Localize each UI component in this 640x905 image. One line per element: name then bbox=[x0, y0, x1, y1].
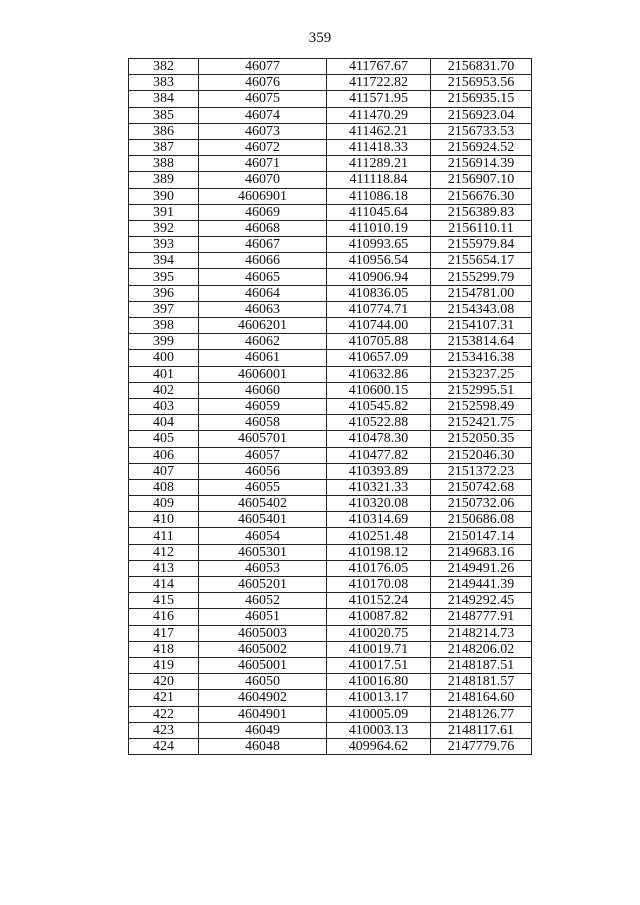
y-coordinate-cell: 2154107.31 bbox=[431, 318, 532, 334]
y-coordinate-cell: 2149491.26 bbox=[431, 560, 532, 576]
table-row bbox=[129, 463, 532, 479]
row-number-cell: 402 bbox=[129, 382, 199, 398]
x-coordinate-cell: 410321.33 bbox=[327, 479, 431, 495]
x-coordinate-cell: 410774.71 bbox=[327, 301, 431, 317]
x-coordinate-cell: 410003.13 bbox=[327, 722, 431, 738]
x-coordinate-cell: 411767.67 bbox=[327, 59, 431, 75]
row-number-cell: 391 bbox=[129, 204, 199, 220]
x-coordinate-cell: 410744.00 bbox=[327, 318, 431, 334]
y-coordinate-cell: 2148164.60 bbox=[431, 690, 532, 706]
x-coordinate-cell: 411010.19 bbox=[327, 220, 431, 236]
x-coordinate-cell: 410314.69 bbox=[327, 512, 431, 528]
table-row bbox=[129, 593, 532, 609]
point-id-cell: 4605003 bbox=[199, 625, 327, 641]
point-id-cell: 4605701 bbox=[199, 431, 327, 447]
coordinates-table bbox=[128, 58, 532, 755]
point-id-cell: 4605301 bbox=[199, 544, 327, 560]
table-row bbox=[129, 75, 532, 91]
x-coordinate-cell: 411086.18 bbox=[327, 188, 431, 204]
x-coordinate-cell: 410019.71 bbox=[327, 641, 431, 657]
point-id-cell: 46059 bbox=[199, 398, 327, 414]
row-number-cell: 419 bbox=[129, 657, 199, 673]
point-id-cell: 46063 bbox=[199, 301, 327, 317]
row-number-cell: 421 bbox=[129, 690, 199, 706]
table-row bbox=[129, 285, 532, 301]
table-row bbox=[129, 560, 532, 576]
x-coordinate-cell: 410198.12 bbox=[327, 544, 431, 560]
x-coordinate-cell: 410170.08 bbox=[327, 577, 431, 593]
point-id-cell: 46051 bbox=[199, 609, 327, 625]
table-row bbox=[129, 722, 532, 738]
point-id-cell: 46061 bbox=[199, 350, 327, 366]
table-row bbox=[129, 544, 532, 560]
row-number-cell: 388 bbox=[129, 156, 199, 172]
point-id-cell: 46064 bbox=[199, 285, 327, 301]
point-id-cell: 46070 bbox=[199, 172, 327, 188]
row-number-cell: 396 bbox=[129, 285, 199, 301]
y-coordinate-cell: 2152046.30 bbox=[431, 447, 532, 463]
y-coordinate-cell: 2148206.02 bbox=[431, 641, 532, 657]
point-id-cell: 46077 bbox=[199, 59, 327, 75]
table-row bbox=[129, 91, 532, 107]
y-coordinate-cell: 2156110.11 bbox=[431, 220, 532, 236]
row-number-cell: 415 bbox=[129, 593, 199, 609]
point-id-cell: 46062 bbox=[199, 334, 327, 350]
table-row bbox=[129, 301, 532, 317]
point-id-cell: 46066 bbox=[199, 253, 327, 269]
x-coordinate-cell: 410906.94 bbox=[327, 269, 431, 285]
table-row bbox=[129, 188, 532, 204]
row-number-cell: 416 bbox=[129, 609, 199, 625]
table-row bbox=[129, 237, 532, 253]
y-coordinate-cell: 2155654.17 bbox=[431, 253, 532, 269]
table-row bbox=[129, 107, 532, 123]
point-id-cell: 46071 bbox=[199, 156, 327, 172]
x-coordinate-cell: 410013.17 bbox=[327, 690, 431, 706]
y-coordinate-cell: 2153814.64 bbox=[431, 334, 532, 350]
y-coordinate-cell: 2156676.30 bbox=[431, 188, 532, 204]
table-row bbox=[129, 398, 532, 414]
x-coordinate-cell: 411462.21 bbox=[327, 123, 431, 139]
y-coordinate-cell: 2148181.57 bbox=[431, 674, 532, 690]
y-coordinate-cell: 2150742.68 bbox=[431, 479, 532, 495]
x-coordinate-cell: 410632.86 bbox=[327, 366, 431, 382]
table-row bbox=[129, 123, 532, 139]
table-row bbox=[129, 609, 532, 625]
table-row bbox=[129, 59, 532, 75]
row-number-cell: 403 bbox=[129, 398, 199, 414]
point-id-cell: 46072 bbox=[199, 139, 327, 155]
table-row bbox=[129, 512, 532, 528]
table-row bbox=[129, 382, 532, 398]
point-id-cell: 46053 bbox=[199, 560, 327, 576]
y-coordinate-cell: 2155299.79 bbox=[431, 269, 532, 285]
row-number-cell: 412 bbox=[129, 544, 199, 560]
y-coordinate-cell: 2156923.04 bbox=[431, 107, 532, 123]
y-coordinate-cell: 2152995.51 bbox=[431, 382, 532, 398]
point-id-cell: 4605201 bbox=[199, 577, 327, 593]
table-row bbox=[129, 625, 532, 641]
point-id-cell: 4606901 bbox=[199, 188, 327, 204]
x-coordinate-cell: 410477.82 bbox=[327, 447, 431, 463]
row-number-cell: 399 bbox=[129, 334, 199, 350]
row-number-cell: 417 bbox=[129, 625, 199, 641]
row-number-cell: 385 bbox=[129, 107, 199, 123]
y-coordinate-cell: 2149292.45 bbox=[431, 593, 532, 609]
point-id-cell: 46055 bbox=[199, 479, 327, 495]
point-id-cell: 46050 bbox=[199, 674, 327, 690]
table-row bbox=[129, 334, 532, 350]
y-coordinate-cell: 2156914.39 bbox=[431, 156, 532, 172]
row-number-cell: 405 bbox=[129, 431, 199, 447]
y-coordinate-cell: 2156907.10 bbox=[431, 172, 532, 188]
coordinates-table-body bbox=[129, 59, 532, 755]
y-coordinate-cell: 2152050.35 bbox=[431, 431, 532, 447]
table-row bbox=[129, 156, 532, 172]
row-number-cell: 389 bbox=[129, 172, 199, 188]
table-row bbox=[129, 690, 532, 706]
y-coordinate-cell: 2156389.83 bbox=[431, 204, 532, 220]
table-row bbox=[129, 253, 532, 269]
x-coordinate-cell: 411470.29 bbox=[327, 107, 431, 123]
x-coordinate-cell: 411289.21 bbox=[327, 156, 431, 172]
y-coordinate-cell: 2147779.76 bbox=[431, 738, 532, 754]
x-coordinate-cell: 410478.30 bbox=[327, 431, 431, 447]
point-id-cell: 4605002 bbox=[199, 641, 327, 657]
x-coordinate-cell: 410251.48 bbox=[327, 528, 431, 544]
row-number-cell: 409 bbox=[129, 496, 199, 512]
x-coordinate-cell: 410020.75 bbox=[327, 625, 431, 641]
point-id-cell: 46052 bbox=[199, 593, 327, 609]
x-coordinate-cell: 410522.88 bbox=[327, 415, 431, 431]
point-id-cell: 4606001 bbox=[199, 366, 327, 382]
point-id-cell: 46067 bbox=[199, 237, 327, 253]
table-row bbox=[129, 641, 532, 657]
row-number-cell: 404 bbox=[129, 415, 199, 431]
table-row bbox=[129, 657, 532, 673]
x-coordinate-cell: 411045.64 bbox=[327, 204, 431, 220]
y-coordinate-cell: 2155979.84 bbox=[431, 237, 532, 253]
row-number-cell: 382 bbox=[129, 59, 199, 75]
row-number-cell: 411 bbox=[129, 528, 199, 544]
point-id-cell: 4604902 bbox=[199, 690, 327, 706]
y-coordinate-cell: 2156733.53 bbox=[431, 123, 532, 139]
point-id-cell: 46058 bbox=[199, 415, 327, 431]
point-id-cell: 4605401 bbox=[199, 512, 327, 528]
y-coordinate-cell: 2148214.73 bbox=[431, 625, 532, 641]
point-id-cell: 46054 bbox=[199, 528, 327, 544]
x-coordinate-cell: 410600.15 bbox=[327, 382, 431, 398]
x-coordinate-cell: 410152.24 bbox=[327, 593, 431, 609]
x-coordinate-cell: 411571.95 bbox=[327, 91, 431, 107]
y-coordinate-cell: 2150686.08 bbox=[431, 512, 532, 528]
row-number-cell: 386 bbox=[129, 123, 199, 139]
page-number: 359 bbox=[308, 30, 332, 46]
row-number-cell: 407 bbox=[129, 463, 199, 479]
x-coordinate-cell: 410705.88 bbox=[327, 334, 431, 350]
point-id-cell: 4605402 bbox=[199, 496, 327, 512]
point-id-cell: 46076 bbox=[199, 75, 327, 91]
y-coordinate-cell: 2148777.91 bbox=[431, 609, 532, 625]
x-coordinate-cell: 409964.62 bbox=[327, 738, 431, 754]
row-number-cell: 406 bbox=[129, 447, 199, 463]
point-id-cell: 46048 bbox=[199, 738, 327, 754]
row-number-cell: 383 bbox=[129, 75, 199, 91]
table-row bbox=[129, 172, 532, 188]
row-number-cell: 398 bbox=[129, 318, 199, 334]
x-coordinate-cell: 410836.05 bbox=[327, 285, 431, 301]
point-id-cell: 4605001 bbox=[199, 657, 327, 673]
point-id-cell: 46068 bbox=[199, 220, 327, 236]
row-number-cell: 418 bbox=[129, 641, 199, 657]
y-coordinate-cell: 2152421.75 bbox=[431, 415, 532, 431]
y-coordinate-cell: 2149683.16 bbox=[431, 544, 532, 560]
point-id-cell: 4604901 bbox=[199, 706, 327, 722]
y-coordinate-cell: 2150732.06 bbox=[431, 496, 532, 512]
y-coordinate-cell: 2148187.51 bbox=[431, 657, 532, 673]
table-row bbox=[129, 139, 532, 155]
y-coordinate-cell: 2148117.61 bbox=[431, 722, 532, 738]
point-id-cell: 46057 bbox=[199, 447, 327, 463]
y-coordinate-cell: 2156924.52 bbox=[431, 139, 532, 155]
table-row bbox=[129, 738, 532, 754]
table-row bbox=[129, 528, 532, 544]
y-coordinate-cell: 2154343.08 bbox=[431, 301, 532, 317]
row-number-cell: 387 bbox=[129, 139, 199, 155]
row-number-cell: 401 bbox=[129, 366, 199, 382]
table-row bbox=[129, 269, 532, 285]
y-coordinate-cell: 2154781.00 bbox=[431, 285, 532, 301]
table-row bbox=[129, 431, 532, 447]
x-coordinate-cell: 411722.82 bbox=[327, 75, 431, 91]
row-number-cell: 423 bbox=[129, 722, 199, 738]
x-coordinate-cell: 410657.09 bbox=[327, 350, 431, 366]
point-id-cell: 46049 bbox=[199, 722, 327, 738]
point-id-cell: 46073 bbox=[199, 123, 327, 139]
point-id-cell: 46069 bbox=[199, 204, 327, 220]
x-coordinate-cell: 410016.80 bbox=[327, 674, 431, 690]
row-number-cell: 393 bbox=[129, 237, 199, 253]
table-row bbox=[129, 318, 532, 334]
y-coordinate-cell: 2156831.70 bbox=[431, 59, 532, 75]
row-number-cell: 390 bbox=[129, 188, 199, 204]
table-row bbox=[129, 220, 532, 236]
row-number-cell: 413 bbox=[129, 560, 199, 576]
row-number-cell: 408 bbox=[129, 479, 199, 495]
table-row bbox=[129, 479, 532, 495]
row-number-cell: 400 bbox=[129, 350, 199, 366]
y-coordinate-cell: 2156935.15 bbox=[431, 91, 532, 107]
row-number-cell: 392 bbox=[129, 220, 199, 236]
x-coordinate-cell: 410087.82 bbox=[327, 609, 431, 625]
table-row bbox=[129, 577, 532, 593]
x-coordinate-cell: 411118.84 bbox=[327, 172, 431, 188]
point-id-cell: 46065 bbox=[199, 269, 327, 285]
y-coordinate-cell: 2148126.77 bbox=[431, 706, 532, 722]
row-number-cell: 420 bbox=[129, 674, 199, 690]
point-id-cell: 46060 bbox=[199, 382, 327, 398]
table-row bbox=[129, 350, 532, 366]
table-row bbox=[129, 366, 532, 382]
x-coordinate-cell: 410017.51 bbox=[327, 657, 431, 673]
row-number-cell: 422 bbox=[129, 706, 199, 722]
y-coordinate-cell: 2151372.23 bbox=[431, 463, 532, 479]
x-coordinate-cell: 411418.33 bbox=[327, 139, 431, 155]
row-number-cell: 395 bbox=[129, 269, 199, 285]
x-coordinate-cell: 410176.05 bbox=[327, 560, 431, 576]
y-coordinate-cell: 2153237.25 bbox=[431, 366, 532, 382]
table-row bbox=[129, 706, 532, 722]
row-number-cell: 384 bbox=[129, 91, 199, 107]
row-number-cell: 414 bbox=[129, 577, 199, 593]
row-number-cell: 394 bbox=[129, 253, 199, 269]
x-coordinate-cell: 410993.65 bbox=[327, 237, 431, 253]
row-number-cell: 410 bbox=[129, 512, 199, 528]
point-id-cell: 46075 bbox=[199, 91, 327, 107]
x-coordinate-cell: 410545.82 bbox=[327, 398, 431, 414]
y-coordinate-cell: 2149441.39 bbox=[431, 577, 532, 593]
x-coordinate-cell: 410393.89 bbox=[327, 463, 431, 479]
x-coordinate-cell: 410956.54 bbox=[327, 253, 431, 269]
table-row bbox=[129, 204, 532, 220]
y-coordinate-cell: 2152598.49 bbox=[431, 398, 532, 414]
point-id-cell: 46074 bbox=[199, 107, 327, 123]
table-row bbox=[129, 674, 532, 690]
table-row bbox=[129, 447, 532, 463]
table-row bbox=[129, 496, 532, 512]
table-row bbox=[129, 415, 532, 431]
x-coordinate-cell: 410005.09 bbox=[327, 706, 431, 722]
point-id-cell: 46056 bbox=[199, 463, 327, 479]
point-id-cell: 4606201 bbox=[199, 318, 327, 334]
row-number-cell: 424 bbox=[129, 738, 199, 754]
y-coordinate-cell: 2156953.56 bbox=[431, 75, 532, 91]
y-coordinate-cell: 2150147.14 bbox=[431, 528, 532, 544]
row-number-cell: 397 bbox=[129, 301, 199, 317]
y-coordinate-cell: 2153416.38 bbox=[431, 350, 532, 366]
x-coordinate-cell: 410320.08 bbox=[327, 496, 431, 512]
